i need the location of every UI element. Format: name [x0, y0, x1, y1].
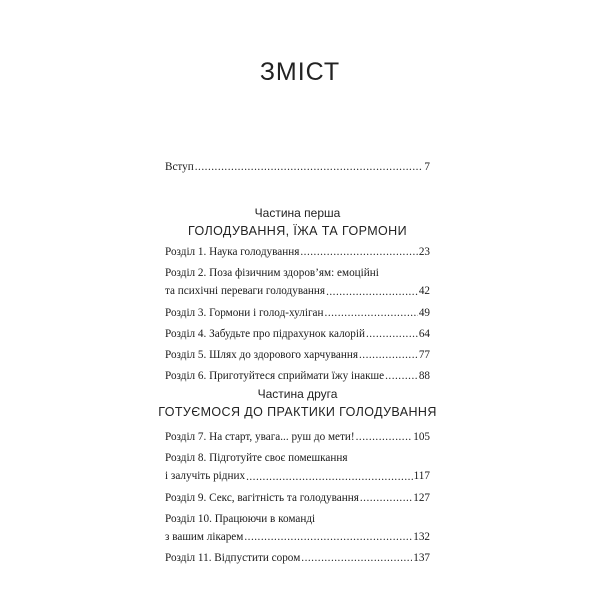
toc-entry [165, 489, 430, 507]
dot-leader [359, 346, 418, 364]
toc-entry-title-line1: Розділ 8. Підготуйте своє помешкання [165, 452, 348, 465]
toc-entry-title: і залучіть рідних [165, 470, 246, 483]
dot-leader [326, 283, 418, 301]
toc-entry-page: 49 [418, 306, 430, 319]
toc-entry [165, 264, 430, 300]
dot-leader [246, 468, 413, 486]
toc-entry [165, 428, 430, 446]
toc-entry-title: Розділ 5. Шлях до здорового харчування [165, 349, 358, 362]
toc-entry-page: 7 [424, 161, 430, 173]
part2-label: Частина друга [257, 387, 338, 401]
part2-title: ГОТУЄМОСЯ ДО ПРАКТИКИ ГОЛОДУВАННЯ [158, 405, 437, 419]
part1-label: Частина перша [254, 206, 341, 220]
toc-entry [165, 449, 430, 485]
toc-entry [165, 325, 430, 343]
page-title: ЗМІСТ [259, 58, 341, 86]
part1-title: ГОЛОДУВАННЯ, ЇЖА ТА ГОРМОНИ [188, 224, 407, 238]
toc-entry-page: 137 [413, 552, 430, 565]
toc-entry-title: Розділ 1. Наука голодування [165, 246, 300, 258]
dot-leader [385, 367, 418, 385]
dot-leader [300, 243, 417, 261]
dot-leader [244, 528, 412, 546]
toc-entry-page: 23 [418, 246, 430, 258]
toc-entry-title-line1: Розділ 10. Працюючи в команді [165, 512, 316, 525]
toc-entry-page: 42 [418, 285, 430, 298]
dot-leader [195, 158, 424, 176]
toc-entry-page: 105 [413, 431, 430, 443]
toc-entry-page: 88 [418, 370, 430, 383]
toc-entry-title: Розділ 9. Секс, вагітність та голодування [165, 491, 359, 504]
toc-entry-title: Вступ [165, 161, 194, 173]
toc-part2 [165, 428, 430, 567]
toc-entry-title: та психічні переваги голодування [165, 285, 326, 298]
dot-leader [356, 428, 413, 446]
toc-entry [165, 304, 430, 322]
dot-leader [360, 489, 412, 507]
toc-entry-page: 117 [413, 470, 430, 483]
toc-entry-page: 132 [413, 531, 430, 544]
toc-part1 [165, 243, 430, 385]
toc-entry [165, 510, 430, 546]
toc-entry-title: з вашим лікарем [165, 531, 244, 544]
toc-entry-title: Розділ 3. Гормони і голод-хуліган [165, 306, 324, 319]
toc-entry-title-line1: Розділ 2. Поза фізичним здоров’ям: емоційні [165, 267, 379, 280]
toc-entry [165, 158, 430, 176]
dot-leader [366, 325, 418, 343]
toc-entry-title: Розділ 7. На старт, увага... руш до мети! [165, 431, 355, 443]
toc-entry [165, 549, 430, 567]
toc-intro [165, 158, 430, 176]
dot-leader [325, 304, 418, 322]
toc-entry [165, 367, 430, 385]
toc-entry-page: 77 [418, 349, 430, 362]
toc-entry-title: Розділ 4. Забудьте про підрахунок калорій [165, 327, 365, 340]
toc-entry-title: Розділ 11. Відпустити сором [165, 552, 301, 565]
toc-entry [165, 243, 430, 261]
dot-leader [301, 549, 412, 567]
toc-entry-title: Розділ 6. Приготуйтеся сприймати їжу інакше [165, 370, 385, 383]
toc-entry-page: 64 [418, 327, 430, 340]
toc-entry-page: 127 [413, 491, 430, 504]
toc-entry [165, 346, 430, 364]
